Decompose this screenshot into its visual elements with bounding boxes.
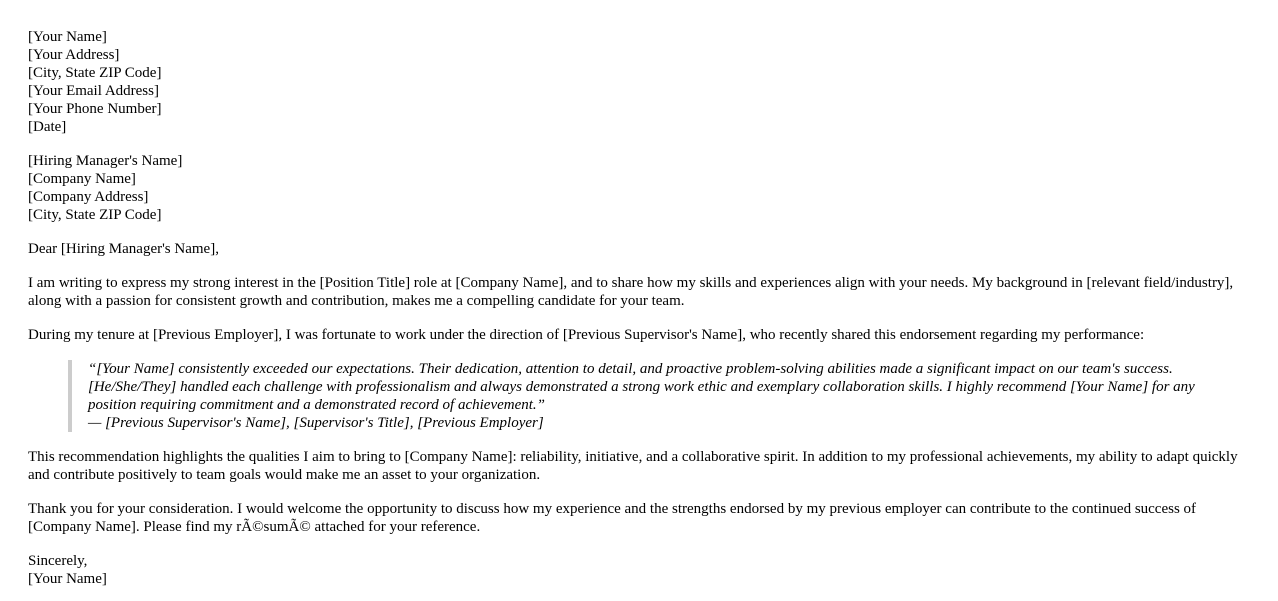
signature-name: [Your Name]	[28, 571, 107, 587]
thanks-paragraph: Thank you for your consideration. I would welcome the opportunity to discuss how my experience and the strengths endorsed by my previous employer can contribute to the continued success of [Company Name]. Please find my rÃ©sumÃ© attached for your reference.	[28, 501, 1197, 535]
sender-address: [Your Address]	[28, 47, 120, 63]
salutation: Dear [Hiring Manager's Name],	[28, 241, 219, 257]
endorsement-quote-text: “[Your Name] consistently exceeded our expectations. Their dedication, attention to detail, and proactive problem-solving abilities made a significant impact on our team's success. [He/She/They] handled each challenge with professionalism and always demonstrated a strong work ethic and exemplary collaboration skills. I highly recommend [Your Name] for any position requiring commitment and a demonstrated record of achievement.”	[88, 361, 1195, 413]
sender-address-block	[28, 28, 1250, 136]
tenure-paragraph: During my tenure at [Previous Employer], I was fortunate to work under the direction of [Previous Supervisor's Name], who recently shared this endorsement regarding my performance:	[28, 327, 1145, 343]
intro-paragraph: I am writing to express my strong interest in the [Position Title] role at [Company Name], and to share how my skills and experiences align with your needs. My background in [relevant field/industry], along with a passion for consistent growth and contribution, makes me a compelling candidate for your team.	[28, 275, 1234, 309]
closing-block	[28, 552, 1250, 588]
recipient-company-address: [Company Address]	[28, 189, 149, 205]
recipient-company: [Company Name]	[28, 171, 136, 187]
recipient-city-state-zip: [City, State ZIP Code]	[28, 207, 162, 223]
endorsement-blockquote	[68, 360, 1218, 432]
sender-name: [Your Name]	[28, 29, 107, 45]
letter-date: [Date]	[28, 119, 67, 135]
endorsement-attribution: — [Previous Supervisor's Name], [Supervisor's Title], [Previous Employer]	[88, 415, 544, 431]
sender-city-state-zip: [City, State ZIP Code]	[28, 65, 162, 81]
recipient-name: [Hiring Manager's Name]	[28, 153, 183, 169]
recipient-address-block	[28, 152, 1250, 224]
sender-phone: [Your Phone Number]	[28, 101, 162, 117]
valediction: Sincerely,	[28, 553, 88, 569]
recommendation-paragraph: This recommendation highlights the qualities I aim to bring to [Company Name]: reliability, initiative, and a collaborative spirit. In addition to my professional achievements, my ability to adapt quickly and contribute positively to team goals would make me an asset to your organization.	[28, 449, 1238, 483]
sender-email: [Your Email Address]	[28, 83, 159, 99]
